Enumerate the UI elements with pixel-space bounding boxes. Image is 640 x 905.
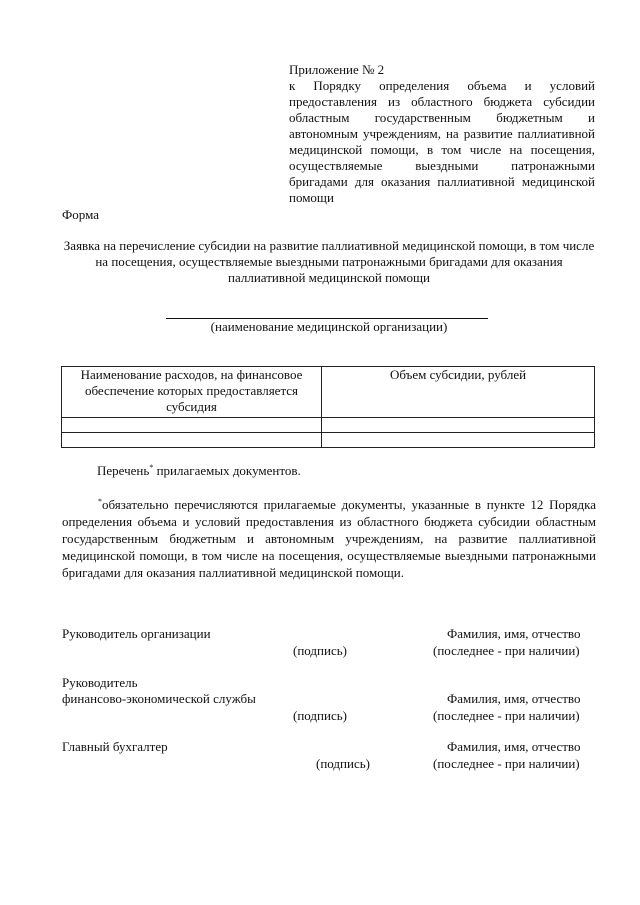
name-label: Фамилия, имя, отчество [447, 739, 581, 754]
header-subsidy-amount: Объем субсидии, рублей [322, 367, 595, 418]
cell-subsidy-amount[interactable] [322, 433, 595, 448]
application-title: Заявка на перечисление субсидии на развитие паллиативной медицинской помощи, в том числе на посещения, осуществляемые выездными патронажными бригадами для оказания паллиативной медицинской помощи [63, 238, 595, 285]
footnote [62, 496, 596, 581]
attachments-prefix: Перечень [97, 463, 150, 478]
footnote-text: обязательно перечисляются прилагаемые документы, указанные в пункте 12 Порядка определения объема и условий предоставления из областного бюджета субсидии областным государственным бюджетным и автономным учреждениям, на развитие паллиативной медицинской помощи, в том числе на посещения, осуществляемые выездными патронажными бригадами для оказания паллиативной медицинской помощи. [62, 497, 596, 580]
table-header-row [62, 367, 595, 418]
signature-caption: (подпись) [293, 708, 347, 723]
annex-title: Приложение № 2 [289, 62, 385, 77]
signature-role-finance-head: Руководитель [62, 675, 138, 690]
signature-caption: (подпись) [316, 756, 370, 771]
signature-caption: (подпись) [293, 643, 347, 658]
form-label: Форма [62, 207, 99, 222]
attachments-list-line [97, 463, 301, 479]
signature-role-director: Руководитель организации [62, 626, 211, 641]
subsidy-table [61, 366, 595, 448]
name-note: (последнее - при наличии) [433, 708, 580, 723]
annex-text: к Порядку определения объема и условий предоставления из областного бюджета субсидии областным государственным бюджетным и автономным учреждениям, на развитие паллиативной медицинской помощи, в том числе на посещения, осуществляемые выездными патронажными бригадами для оказания паллиативной медицинской помощи [289, 78, 595, 205]
attachments-suffix: прилагаемых документов. [153, 463, 301, 478]
table-row [62, 418, 595, 433]
cell-subsidy-amount[interactable] [322, 418, 595, 433]
organization-caption: (наименование медицинской организации) [210, 319, 448, 334]
footnote-star: * [98, 497, 102, 506]
signature-role-chief-accountant: Главный бухгалтер [62, 739, 168, 754]
signature-role-finance-service: финансово-экономической службы [62, 691, 256, 706]
footnote-marker: * [149, 463, 154, 472]
annex-block [289, 62, 595, 206]
cell-expense-name[interactable] [62, 433, 322, 448]
cell-expense-name[interactable] [62, 418, 322, 433]
name-label: Фамилия, имя, отчество [447, 626, 581, 641]
name-label: Фамилия, имя, отчество [447, 691, 581, 706]
table-row [62, 433, 595, 448]
header-expense-name: Наименование расходов, на финансовое обеспечение которых предоставляется субсидия [62, 367, 322, 418]
name-note: (последнее - при наличии) [433, 756, 580, 771]
name-note: (последнее - при наличии) [433, 643, 580, 658]
